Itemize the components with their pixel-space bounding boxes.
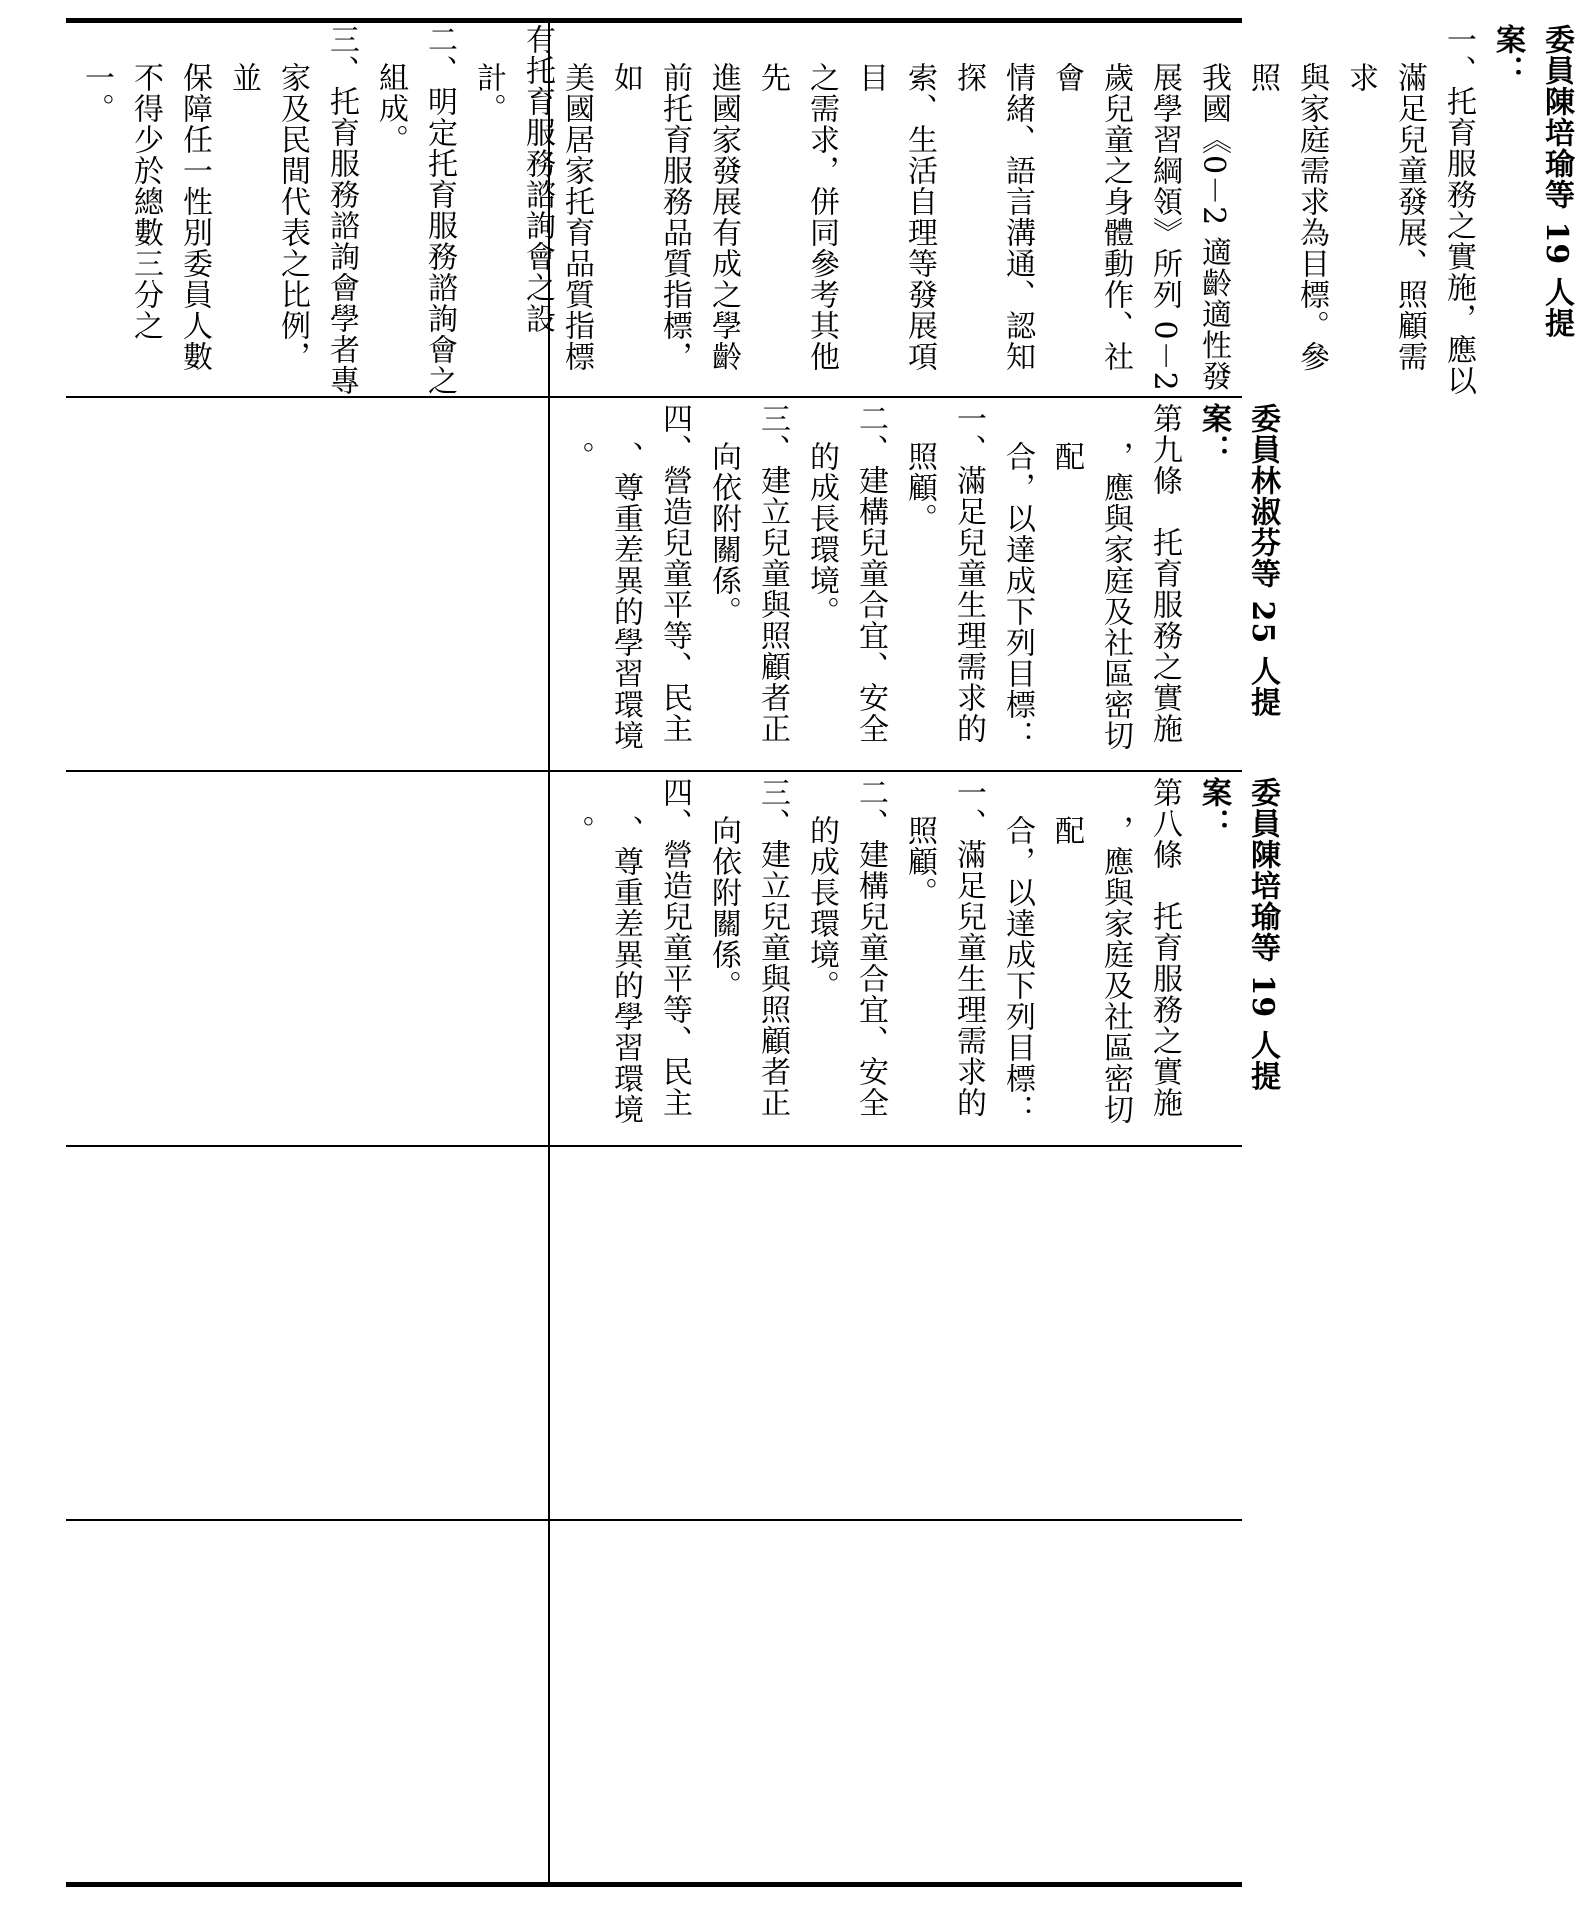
amendment-line: 的成長環境。: [804, 815, 839, 1001]
amendment-line: 一、滿足兒童生理需求的: [951, 403, 986, 744]
amendment-line: 我國《0－2 適齡適性發: [1196, 62, 1231, 392]
amendment-line: 二、建構兒童合宜、安全: [853, 777, 888, 1118]
explanation-cell: [72, 1526, 548, 1882]
amendment-line: 歲兒童之身體動作、社會: [1049, 62, 1133, 372]
amendment-line: 索、生活自理等發展項目: [853, 62, 937, 372]
amendment-line: 與家庭需求為目標。參照: [1245, 62, 1329, 372]
proposal-heading: 委員陳培瑜等 19 人提案：: [1196, 777, 1280, 1092]
explanation-cell: [72, 24, 555, 396]
explanation-line: 二、明定托育服務諮詢會之: [422, 24, 457, 396]
amendment-line: 照顧。: [902, 815, 937, 908]
row-divider: [66, 396, 1242, 398]
amendment-line: 滿足兒童發展、照顧需求: [1343, 62, 1427, 372]
proposal-heading: 委員陳培瑜等 19 人提案：: [1490, 24, 1574, 339]
amendment-line: 進國家發展有成之學齡: [706, 62, 741, 372]
amendment-line: 向依附關係。: [706, 441, 741, 627]
amendment-line: 展學習綱領》所列 0－2: [1147, 62, 1182, 392]
row-divider: [66, 1145, 1242, 1147]
amendment-line: 三、建立兒童與照顧者正: [755, 403, 790, 744]
explanation-line: 家及民間代表之比例，並: [226, 62, 310, 372]
proposal-heading: 委員林淑芬等 25 人提案：: [1196, 403, 1280, 718]
amendment-line: 、尊重差異的學習環境: [608, 441, 643, 751]
amendment-line: 一、滿足兒童生理需求的: [951, 777, 986, 1118]
amendment-line: 照顧。: [902, 441, 937, 534]
amendment-line: 合，以達成下列目標：: [1000, 815, 1035, 1125]
row-divider: [66, 770, 1242, 772]
amendment-line: 的成長環境。: [804, 441, 839, 627]
amendment-line: 四、營造兒童平等、民主: [657, 777, 692, 1118]
explanation-line: 保障任一性別委員人數: [177, 62, 212, 372]
amendment-line: 三、建立兒童與照顧者正: [755, 777, 790, 1118]
amendment-line: 二、建構兒童合宜、安全: [853, 403, 888, 744]
amendment-line: ，應與家庭及社區密切配: [1049, 815, 1133, 1125]
explanation-line: 計。: [471, 62, 506, 124]
amendment-cell: [552, 777, 1280, 1145]
amendment-line: 合，以達成下列目標：: [1000, 441, 1035, 751]
explanation-cell: [72, 403, 548, 770]
explanation-line: 組成。: [373, 62, 408, 155]
explanation-line: 有托育服務諮詢會之設: [520, 24, 555, 334]
explanation-cell: [72, 777, 548, 1145]
table-bottom-rule: [66, 1882, 1242, 1887]
explanation-cell: [72, 1152, 548, 1519]
amendment-line: ，應與家庭及社區密切配: [1049, 441, 1133, 751]
amendment-cell: [552, 1526, 1242, 1882]
amendment-cell: [552, 1152, 1242, 1519]
amendment-cell: [552, 24, 1574, 396]
explanation-line: 不得少於總數三分之一。: [79, 62, 163, 341]
amendment-line: 。: [559, 441, 594, 472]
amendment-line: 四、營造兒童平等、民主: [657, 403, 692, 744]
amendment-line: 。: [559, 815, 594, 846]
amendment-line: 情緒、語言溝通、認知探: [951, 62, 1035, 372]
amendment-line: 之需求，併同參考其他先: [755, 62, 839, 372]
amendment-line: 第八條 托育服務之實施: [1147, 777, 1182, 1118]
amendment-line: 一、托育服務之實施，應以: [1441, 24, 1476, 396]
row-divider: [66, 1519, 1242, 1521]
amendment-line: 美國居家托育品質指標: [559, 62, 594, 372]
amendment-line: 、尊重差異的學習環境: [608, 815, 643, 1125]
amendment-line: 第九條 托育服務之實施: [1147, 403, 1182, 744]
amendment-cell: [552, 403, 1280, 770]
explanation-line: 三、托育服務諮詢會學者專: [324, 24, 359, 396]
amendment-line: 向依附關係。: [706, 815, 741, 1001]
amendment-line: 前托育服務品質指標，如: [608, 62, 692, 372]
table-top-rule: [66, 18, 1242, 23]
